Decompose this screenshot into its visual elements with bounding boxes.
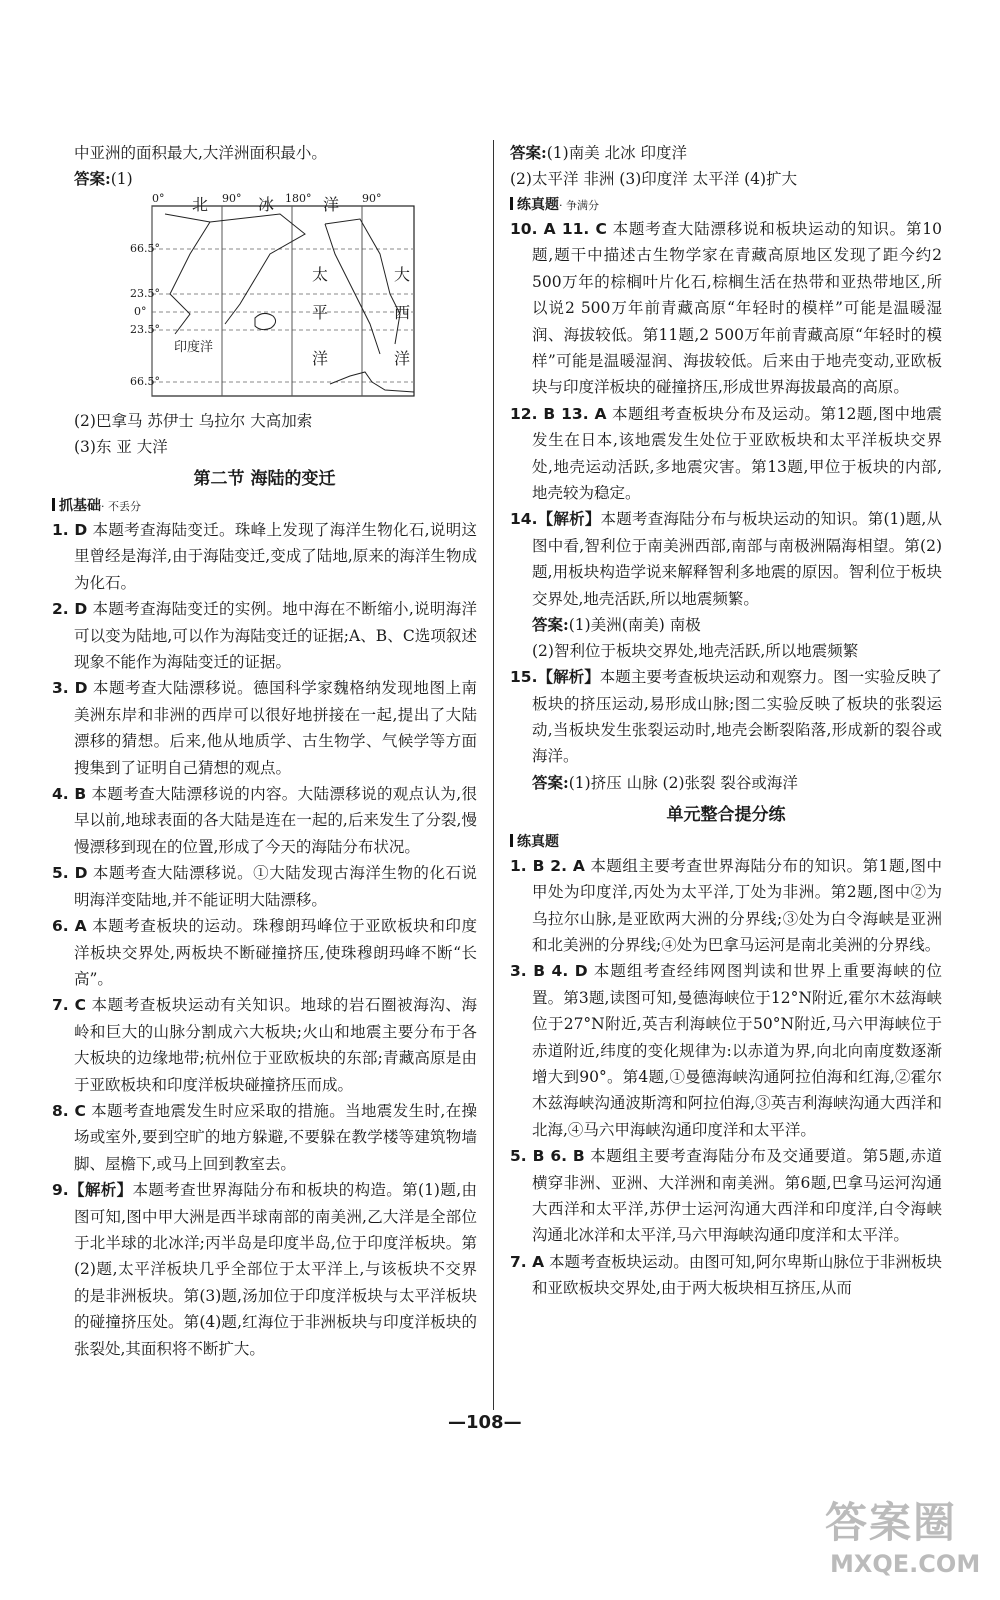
intro-text: 中亚洲的面积最大,大洋洲面积最小。 xyxy=(74,144,327,162)
item-text: 本题组主要考查世界海陆分布的知识。第1题,图中甲处为印度洋,丙处为太平洋,丁处为非洲。第2题,图中②为乌拉尔山脉,是亚欧两大洲的分界线;③处为白令海峡是亚洲和北美洲的分界线;④处为巴拿马运河是南北美洲的分界线。 xyxy=(532,856,942,954)
item-number: 9.【解析】 xyxy=(52,1181,133,1200)
map-indian-ocean: 印度洋 xyxy=(174,340,214,355)
band-ability xyxy=(510,194,942,214)
item-text: 本题主要考查板块运动和观察力。图一实验反映了板块的挤压运动,易形成山脉;图二实验反映了板块的张裂运动,当板块发生张裂运动时,地壳会断裂陷落,形成新的裂谷或海洋。 xyxy=(532,668,942,766)
map-atlantic-2: 西 xyxy=(394,303,411,322)
band-bar-icon xyxy=(510,197,513,210)
band-label: 练真题 xyxy=(517,197,559,213)
question-item xyxy=(510,1143,942,1249)
question-item xyxy=(52,992,477,1098)
item-number: 12. B 13. A xyxy=(510,404,607,423)
band-label: 练真题 xyxy=(517,833,559,850)
watermark-logo xyxy=(820,1490,980,1590)
right-column xyxy=(510,140,942,1302)
band-sub: · 不丢分 xyxy=(101,500,141,513)
item-text: 本题考查海陆分布与板块运动的知识。第(1)题,从图中看,智利位于南美洲西部,南部与南极洲隔海相望。第(2)题,用板块构造学说来解释智利多地震的原因。智利位于板块交界处,地壳活跃,所以地震频繁。 xyxy=(532,510,942,608)
band-bar-icon xyxy=(52,498,55,511)
map-drawing xyxy=(130,194,420,404)
item-text: 本题组主要考查海陆分布及交通要道。第5题,赤道横穿非洲、亚洲、大洋洲和南美洲。第6题,巴拿马运河沟通大西洋和太平洋,苏伊士运河沟通大西洋和印度洋,白令海峡沟通北冰洋和太平洋,马六甲海峡沟通印度洋和太平洋。 xyxy=(532,1147,942,1245)
answer-line xyxy=(52,166,477,192)
answer-3: (3)东 亚 大洋 xyxy=(74,438,168,456)
item-number: 7. C xyxy=(52,996,87,1015)
map-lon-90w: 90° xyxy=(362,192,382,205)
question-item xyxy=(52,596,477,675)
question-item xyxy=(52,913,477,992)
question-item xyxy=(510,853,942,959)
item-number: 7. A xyxy=(510,1252,545,1271)
question-item xyxy=(510,506,942,612)
answer-line xyxy=(510,140,942,166)
map-pacific-3: 洋 xyxy=(312,349,329,368)
item-number: 4. B xyxy=(52,785,87,804)
answer-label: 答案: xyxy=(74,169,111,188)
item-number: 2. D xyxy=(52,600,88,619)
item-text: 本题组考查经纬网图判读和世界上重要海峡的位置。第3题,读图可知,曼德海峡位于12°N附近,霍尔木兹海峡位于27°N附近,英吉利海峡位于50°N附近,马六甲海峡位于赤道附近,纬度的变化规律为:以赤道为界,向北向南度数逐渐增大到90°。第4题,①曼德海峡沟通阿拉伯海和红海,②霍尔木兹海峡沟通波斯湾和阿拉伯海,③英吉利海峡沟通大西洋和北海,④马六甲海峡沟通印度洋和太平洋。 xyxy=(532,962,942,1139)
question-item xyxy=(52,1098,477,1177)
map-ocean-north-1: 北 xyxy=(192,195,209,214)
band-bar-icon xyxy=(510,834,513,847)
item-number: 14.【解析】 xyxy=(510,510,601,529)
question-item xyxy=(52,675,477,781)
map-lat-label: 23.5° xyxy=(130,287,160,300)
map-lon-0: 0° xyxy=(152,192,165,205)
section-title: 第二节 海陆的变迁 xyxy=(193,469,336,489)
map-ocean-north-3: 洋 xyxy=(323,195,340,214)
watermark-url: MXQE.COM xyxy=(830,1550,981,1578)
item-text: 本题考查板块运动。由图可知,阿尔卑斯山脉位于非洲板块和亚欧板块交界处,由于两大板块相互挤压,从而 xyxy=(532,1252,942,1298)
answer-line: (2)太平洋 非洲 (3)印度洋 太平洋 (4)扩大 xyxy=(510,170,798,188)
item-number: 6. A xyxy=(52,917,87,936)
question-item xyxy=(510,1249,942,1302)
question-item xyxy=(510,216,942,401)
answer-label: 答案: xyxy=(532,772,569,792)
column-divider xyxy=(493,140,494,1410)
question-item xyxy=(52,517,477,596)
map-atlantic-3: 洋 xyxy=(394,349,411,368)
answer-text: (1)挤压 山脉 (2)张裂 裂谷或海洋 xyxy=(568,773,798,792)
answer-line: (2)智利位于板块交界处,地壳活跃,所以地震频繁 xyxy=(532,642,859,661)
item-number: 15.【解析】 xyxy=(510,668,600,687)
item-number: 3. B 4. D xyxy=(510,962,588,981)
answer-label: 答案: xyxy=(510,143,547,162)
answer-line xyxy=(510,770,942,796)
question-item xyxy=(52,1177,477,1362)
map-lat-label: 23.5° xyxy=(130,323,160,336)
answer-2: (2)巴拿马 苏伊士 乌拉尔 大高加索 xyxy=(74,412,313,430)
answer-text: (1)美洲(南美) 南极 xyxy=(568,616,701,635)
map-lat-label: 0° xyxy=(134,305,147,318)
world-map-figure xyxy=(130,194,420,404)
item-text: 本题组考查板块分布及运动。第12题,图中地震发生在日本,该地震发生处位于亚欧板块和太平洋板块交界处,地壳运动活跃,多地震灾害。第13题,甲位于板块的内部,地壳较为稳定。 xyxy=(532,404,942,503)
section-title: 单元整合提分练 xyxy=(666,804,786,825)
item-number: 1. D xyxy=(52,521,88,539)
watermark-text: 答案圈 xyxy=(825,1498,958,1547)
question-item xyxy=(510,664,942,770)
item-number: 1. B 2. A xyxy=(510,856,585,875)
question-item xyxy=(52,781,477,860)
item-text: 本题考查板块运动有关知识。地球的岩石圈被海沟、海岭和巨大的山脉分割成六大板块;火山和地震主要分布于各大板块的边缘地带;杭州位于亚欧板块的东部;青藏高原是由于亚欧板块和印度洋板块碰撞挤压而成。 xyxy=(74,996,477,1094)
item-text: 本题考查海陆变迁。珠峰上发现了海洋生物化石,说明这里曾经是海洋,由于海陆变迁,变成了陆地,原来的海洋生物成为化石。 xyxy=(74,521,478,592)
answer-line xyxy=(510,612,942,638)
item-text: 本题考查世界海陆分布和板块的构造。第(1)题,由图可知,图中甲大洲是西半球南部的南美洲,乙大洋是全部位于北半球的北冰洋;丙半岛是印度半岛,位于印度洋板块。第(2)题,太平洋板块几乎全部位于太平洋上,与该板块不交界的是非洲板块。第(3)题,汤加位于印度洋板块与太平洋板块的碰撞挤压处。第(4)题,红海位于非洲板块与印度洋板块的张裂处,其面积将不断扩大。 xyxy=(74,1181,477,1358)
map-lon-90: 90° xyxy=(222,192,242,205)
map-lat-label: 66.5° xyxy=(130,242,160,255)
band-label: 抓基础 xyxy=(59,498,101,514)
answer-text: (1)南美 北冰 印度洋 xyxy=(546,144,688,162)
item-number: 10. A 11. C xyxy=(510,220,607,238)
band-basics xyxy=(52,495,477,515)
item-number: 5. B 6. B xyxy=(510,1147,585,1166)
item-text: 本题考查大陆漂移说的内容。大陆漂移说的观点认为,很早以前,地球表面的各大陆是连在一起的,后来发生了分裂,慢慢漂移到现在的位置,形成了今天的海陆分布状况。 xyxy=(74,785,478,856)
item-text: 本题考查板块的运动。珠穆朗玛峰位于亚欧板块和印度洋板块交界处,两板块不断碰撞挤压,使珠穆朗玛峰不断“长高”。 xyxy=(74,917,477,988)
map-ocean-north-2: 冰 xyxy=(258,195,275,214)
map-pacific-1: 太 xyxy=(312,265,329,284)
question-item xyxy=(52,860,477,913)
question-item xyxy=(510,958,942,1143)
answer-text: (1) xyxy=(110,170,133,188)
item-number: 5. D xyxy=(52,864,88,883)
item-number: 3. D xyxy=(52,679,88,698)
item-text: 本题考查大陆漂移说和板块运动的知识。第10题,题干中描述古生物学家在青藏高原地区发现了距今约2 500万年的棕榈叶片化石,棕榈生活在热带和亚热带地区,所以说2 500万年前青藏高原“年轻时的模样”可能是温暖湿润、海拔较低。第11题,2 500万年前青藏高原“年轻时的模样”可能是温暖湿润、海拔较低。后来由于地壳变动,亚欧板块与印度洋板块的碰撞挤压,形成世界海拔最高的高原。 xyxy=(532,220,942,397)
map-lon-180: 180° xyxy=(285,192,312,205)
answer-label: 答案: xyxy=(532,615,569,635)
map-lat-label: 66.5° xyxy=(130,375,160,388)
item-text: 本题考查大陆漂移说。①大陆发现古海洋生物的化石说明海洋变陆地,并不能证明大陆漂移。 xyxy=(74,864,477,909)
map-pacific-2: 平 xyxy=(312,303,329,322)
map-atlantic-1: 大 xyxy=(394,265,411,284)
item-text: 本题考查海陆变迁的实例。地中海在不断缩小,说明海洋可以变为陆地,可以作为海陆变迁的证据;A、B、C选项叙述现象不能作为海陆变迁的证据。 xyxy=(74,600,478,672)
item-text: 本题考查地震发生时应采取的措施。当地震发生时,在操场或室外,要到空旷的地方躲避,不要躲在教学楼等建筑物墙脚、屋檐下,或马上回到教室去。 xyxy=(74,1101,477,1173)
page-number: —108— xyxy=(448,1412,522,1433)
item-number: 8. C xyxy=(52,1101,86,1120)
item-text: 本题考查大陆漂移说。德国科学家魏格纳发现地图上南美洲东岸和非洲的西岸可以很好地拼接在一起,提出了大陆漂移的猜想。后来,他从地质学、古生物学、气候学等方面搜集到了证明自己猜想的观点。 xyxy=(74,679,477,777)
left-column xyxy=(52,140,477,1362)
band-exam xyxy=(510,831,942,851)
band-sub: · 争满分 xyxy=(559,199,599,212)
question-item xyxy=(510,401,942,507)
